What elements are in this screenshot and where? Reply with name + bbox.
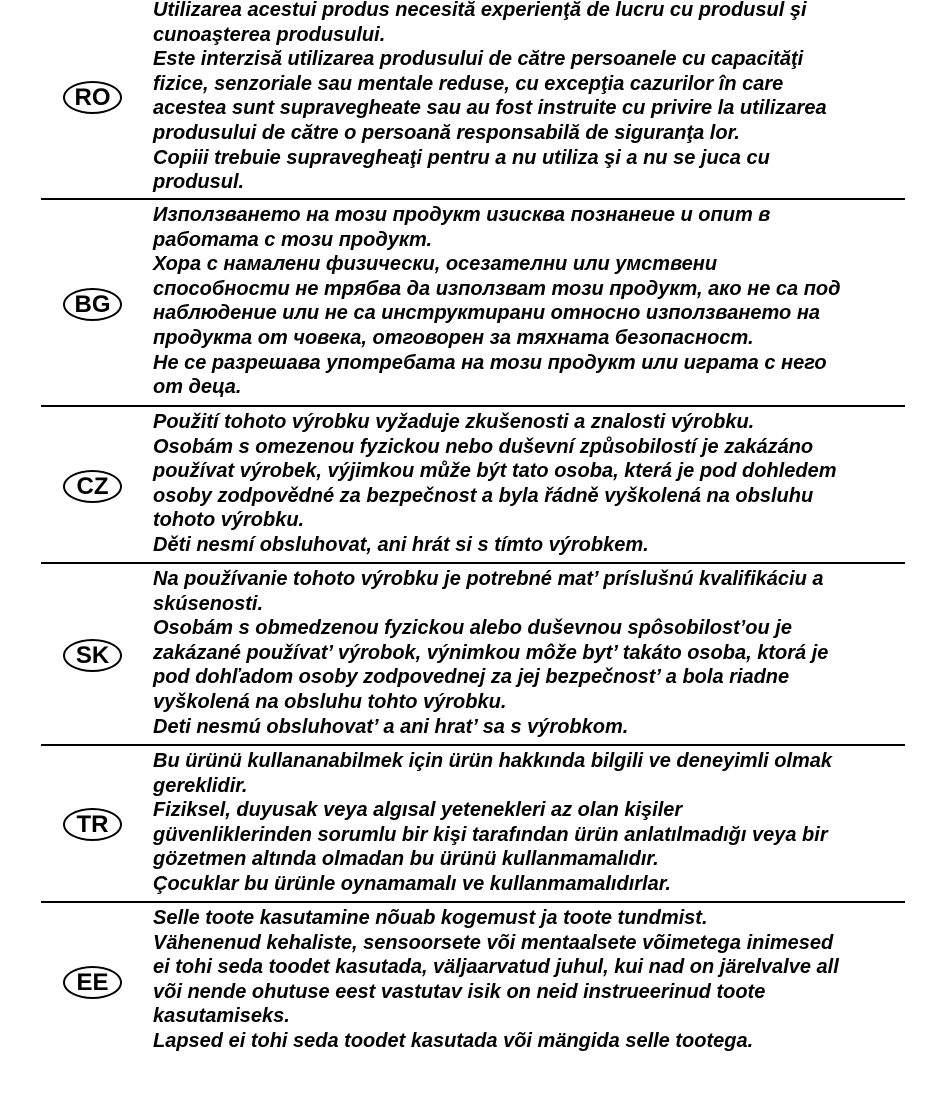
language-code-badge-ro: RO	[63, 81, 122, 114]
text-line: продукта от човека, отговорен за тяхната безопасност.	[153, 326, 754, 349]
text-line: tohoto výrobku.	[153, 509, 305, 532]
language-section-ee	[41, 903, 905, 1063]
language-section-sk	[41, 564, 905, 744]
text-line: Lapsed ei tohi seda toodet kasutada või mängida selle tootega.	[153, 1029, 754, 1052]
text-line: Copiii trebuie supravegheaţi pentru a nu utiliza şi a nu se juca cu	[153, 146, 770, 169]
warning-text-sk	[153, 567, 905, 739]
text-line: vyškolená na obsluhu tohto výrobku.	[153, 690, 507, 713]
language-code-badge-tr: TR	[63, 808, 122, 841]
text-line: Не се разрешава употребата на този продукт или играта с него	[153, 351, 827, 374]
text-line: от деца.	[153, 376, 242, 399]
text-line: Na používanie tohoto výrobku je potrebné mat’ príslušnú kvalifikáciu a	[153, 568, 824, 590]
language-code-badge-sk: SK	[63, 639, 122, 672]
text-line: Çocuklar bu ürünle oynamamalı ve kullanmamalıdırlar.	[153, 872, 671, 895]
language-code-badge-bg: BG	[63, 288, 122, 321]
warning-text-ro	[153, 0, 905, 195]
warning-text-bg	[153, 203, 905, 400]
language-code-badge-ee: EE	[63, 966, 122, 999]
text-line: Děti nesmí obsluhovat, ani hrát si s tímto výrobkem.	[153, 533, 649, 556]
text-line: Bu ürünü kullananabilmek için ürün hakkında bilgili ve deneyimli olmak	[153, 750, 833, 772]
text-line: skúsenosti.	[153, 592, 264, 615]
text-line: kasutamiseks.	[153, 1005, 290, 1028]
text-line: Хора с намалени физически, осезателни или умствени	[153, 253, 718, 276]
text-line: fizice, senzoriale sau mentale reduse, cu excepţia cazurilor în care	[153, 72, 784, 95]
text-line: gereklidir.	[153, 774, 248, 797]
text-line: Osobám s obmedzenou fyzickou alebo duševnou spôsobilost’ou je	[153, 617, 792, 640]
text-line: работата с този продукт.	[153, 228, 433, 251]
text-line: acestea sunt supravegheate sau au fost instruite cu privire la utilizarea	[153, 97, 827, 120]
text-line: produsul.	[153, 171, 245, 194]
text-line: cunoaşterea produsului.	[153, 23, 386, 46]
text-line: Selle toote kasutamine nõuab kogemust ja toote tundmist.	[153, 907, 708, 929]
warning-text-ee	[153, 906, 905, 1054]
text-line: ei tohi seda toodet kasutada, väljaarvatud juhul, kui nad on järelvalve all	[153, 956, 839, 979]
language-section-cz	[41, 407, 905, 562]
text-line: наблюдение или не са инструктирани относно използването на	[153, 302, 821, 325]
text-line: osoby zodpovědné za bezpečnost a byla řádně vyškolená na obsluhu	[153, 484, 814, 507]
text-line: zakázané používat’ výrobok, výnimkou môže byt’ takáto osoba, ktorá je	[153, 641, 829, 664]
text-line: Deti nesmú obsluhovat’ a ani hrat’ sa s výrobkom.	[153, 715, 629, 738]
text-line: Este interzisă utilizarea produsului de către persoanele cu capacităţi	[153, 48, 804, 71]
text-line: Použití tohoto výrobku vyžaduje zkušenosti a znalosti výrobku.	[153, 411, 755, 433]
text-line: güvenliklerinden sorumlu bir kişi tarafından ürün anlatılmadığı veya bir	[153, 823, 828, 846]
language-section-ro	[41, 0, 905, 196]
text-line: Използването на този продукт изисква познанеие и опит в	[153, 204, 771, 226]
language-code-badge-cz: CZ	[63, 470, 122, 503]
text-line: gözetmen altında olmadan bu ürünü kullanmamalıdır.	[153, 848, 659, 871]
warning-text-cz	[153, 410, 905, 558]
text-line: või nende ohutuse eest vastutav isik on neid instrueerinud toote	[153, 980, 766, 1003]
text-line: Vähenenud kehaliste, sensoorsete või mentaalsete võimetega inimesed	[153, 931, 834, 954]
text-line: Fiziksel, duyusak veya algısal yetenekleri az olan kişiler	[153, 799, 683, 822]
warning-text-tr	[153, 749, 905, 897]
text-line: produsului de către o persoană responsabilă de siguranţa lor.	[153, 121, 740, 144]
text-line: Osobám s omezenou fyzickou nebo duševní způsobilostí je zakázáno	[153, 435, 814, 458]
text-line: способности не трябва да използват този продукт, ако не са под	[153, 277, 841, 300]
text-line: pod dohľadom osoby zodpovednej za jej bezpečnost’ a bola riadne	[153, 666, 790, 689]
text-line: používat výrobek, výjimkou může být tato osoba, která je pod dohledem	[153, 460, 837, 483]
language-section-bg	[41, 200, 905, 405]
text-line: Utilizarea acestui produs necesită experienţă de lucru cu produsul şi	[153, 0, 807, 21]
language-section-tr	[41, 746, 905, 901]
